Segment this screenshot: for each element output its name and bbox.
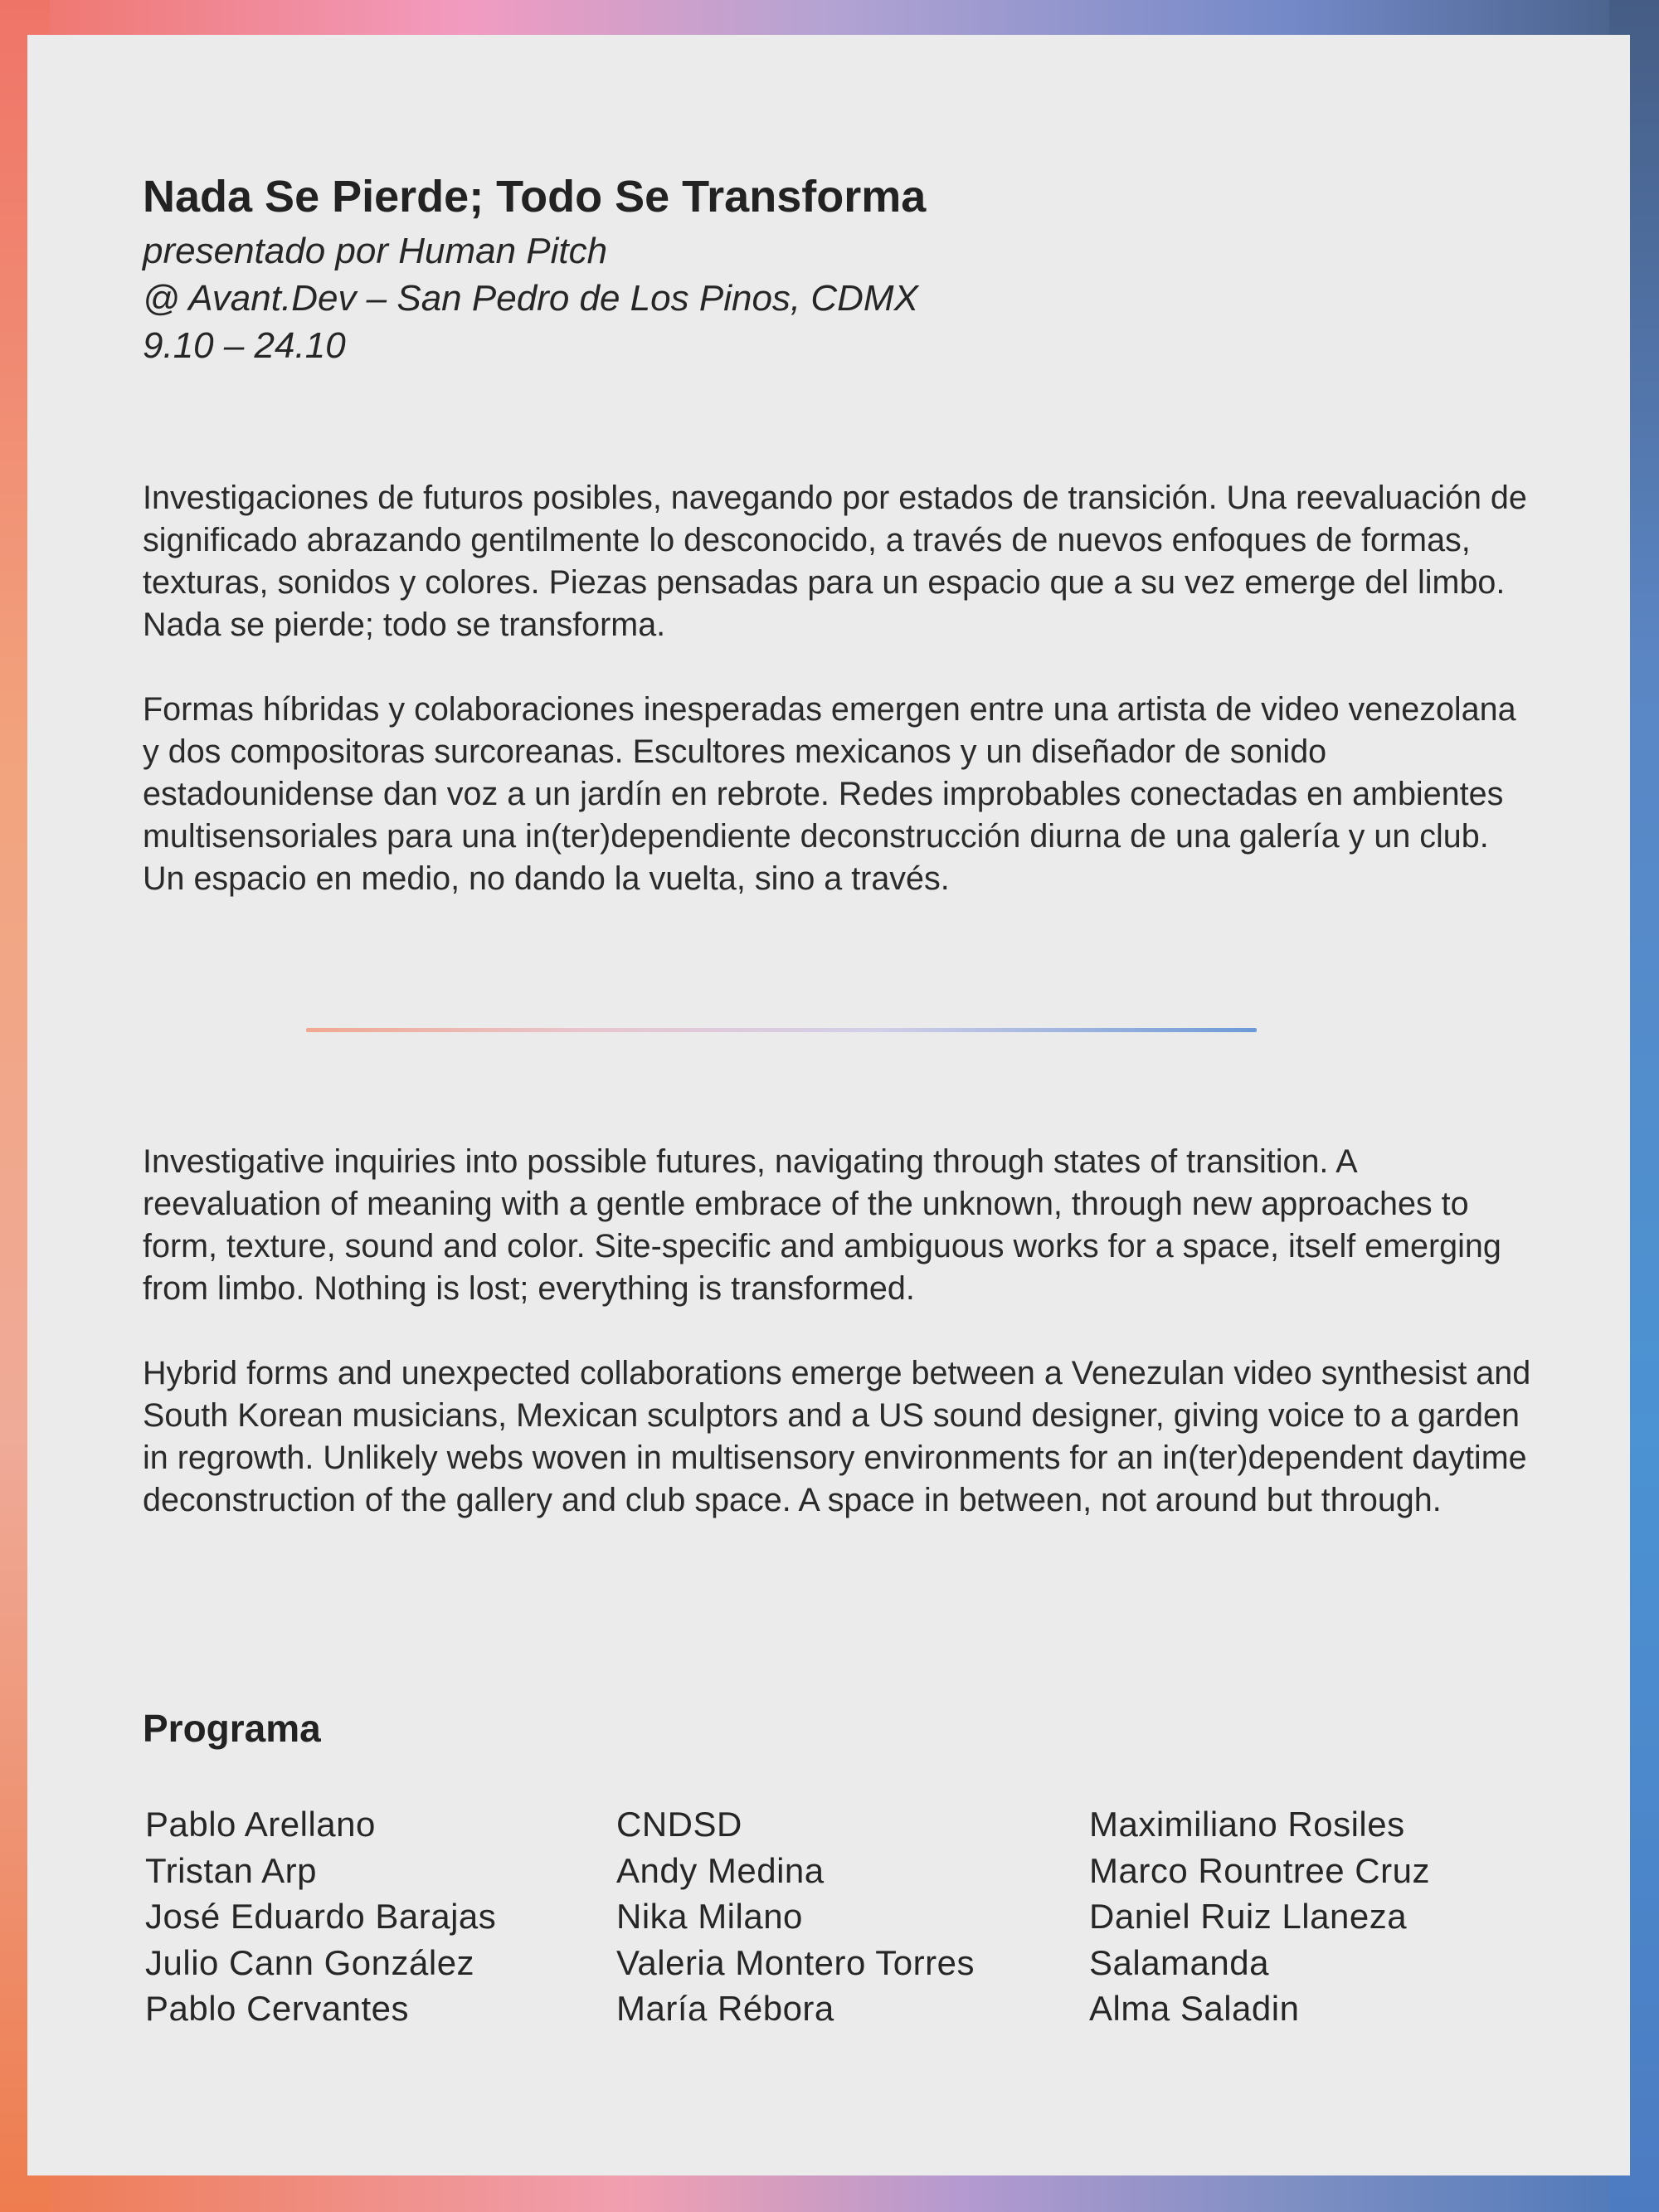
english-text-block [143, 1141, 1536, 1522]
program-section [143, 1703, 1536, 2032]
gradient-divider [306, 1028, 1257, 1032]
program-column-1 [145, 1801, 616, 2032]
program-name: Alma Saladin [1089, 1989, 1300, 2028]
document-title: Nada Se Pierde; Todo Se Transforma [143, 172, 927, 222]
program-name: María Rébora [616, 1989, 834, 2028]
program-name: Marco Rountree Cruz [1089, 1850, 1430, 1890]
presenter-line: presentado por Human Pitch [143, 231, 608, 271]
program-name: CNDSD [616, 1805, 742, 1844]
program-name: Pablo Cervantes [145, 1989, 410, 2028]
program-name: Julio Cann González [145, 1942, 475, 1982]
spanish-paragraph-1: Investigaciones de futuros posibles, navegando por estados de transición. Una reevaluación de significado abrazando gentilmente lo desconocido, a través de nuevos enfoques de formas, texturas, sonidos y colores. Piezas pensadas para un espacio que a su vez emerge del limbo. Nada se pierde; todo se transforma. [143, 480, 1527, 643]
venue-line: @ Avant.Dev – San Pedro de Los Pinos, CDMX [143, 278, 918, 319]
program-name: Tristan Arp [145, 1850, 318, 1890]
program-column-3 [1089, 1801, 1430, 2032]
program-heading: Programa [143, 1707, 321, 1750]
program-name: Andy Medina [616, 1850, 825, 1890]
document-page [27, 35, 1630, 2175]
program-column-2 [616, 1801, 1089, 2032]
program-name: Pablo Arellano [145, 1805, 376, 1844]
program-name: Valeria Montero Torres [616, 1942, 975, 1982]
spanish-text-block [143, 477, 1536, 900]
program-name: Daniel Ruiz Llaneza [1089, 1897, 1408, 1936]
program-name: Salamanda [1089, 1942, 1269, 1982]
header-block [143, 168, 1536, 369]
english-paragraph-2: Hybrid forms and unexpected collaborations emerge between a Venezulan video synthesist and South Korean musicians, Mexican sculptors and a US sound designer, giving voice to a garden in regrowth. Unlikely webs woven in multisensory environments for an in(ter)dependent daytime deconstruction of the gallery and club space. A space in between, not around but through. [143, 1355, 1531, 1518]
program-name: Nika Milano [616, 1897, 803, 1936]
dates-line: 9.10 – 24.10 [143, 325, 346, 366]
program-list [145, 1801, 1536, 2032]
program-name: Maximiliano Rosiles [1089, 1805, 1405, 1844]
english-paragraph-1: Investigative inquiries into possible futures, navigating through states of transition. A reevaluation of meaning with a gentle embrace of the unknown, through new approaches to form, texture, sound and color. Site-specific and ambiguous works for a space, itself emerging from limbo. Nothing is lost; everything is transformed. [143, 1143, 1501, 1307]
spanish-paragraph-2: Formas híbridas y colaboraciones inesperadas emergen entre una artista de video venezolana y dos compositoras surcoreanas. Escultores mexicanos y un diseñador de sonido estadounidense dan voz a un jardín en rebrote. Redes improbables conectadas en ambientes multisensoriales para una in(ter)dependiente deconstrucción diurna de una galería y un club. Un espacio en medio, no dando la vuelta, sino a través. [143, 691, 1516, 897]
program-name: José Eduardo Barajas [145, 1897, 497, 1936]
